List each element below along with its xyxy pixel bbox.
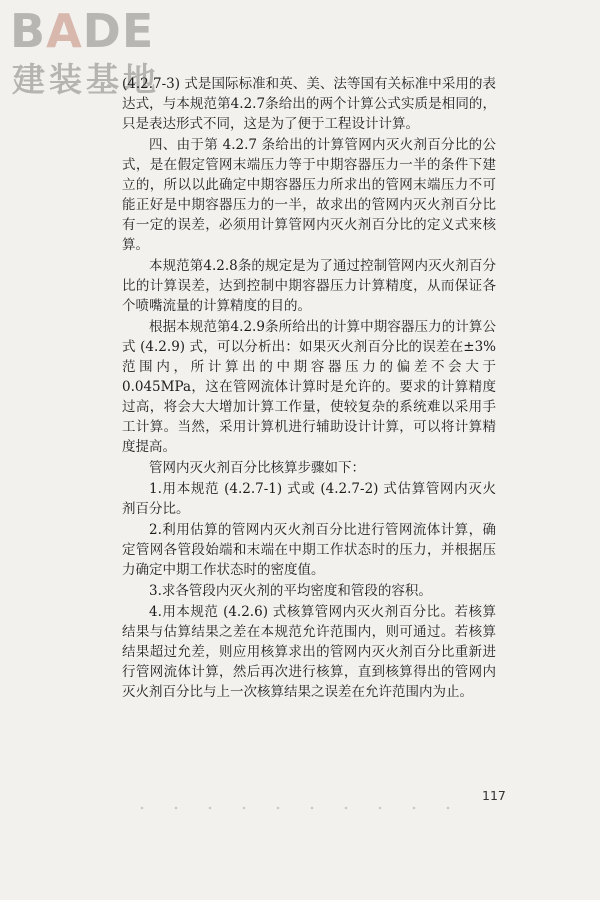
logo-letters-de: DE bbox=[82, 4, 155, 58]
scan-speckle-decoration bbox=[125, 806, 465, 810]
step-item-1: 1.用本规范 (4.2.7-1) 式或 (4.2.7-2) 式估算管网内灭火剂百分比。 bbox=[122, 481, 496, 517]
page-number: 117 bbox=[482, 788, 506, 803]
paragraph-article-429: 根据本规范第4.2.9条所给出的计算中期容器压力的计算公式 (4.2.9) 式，可以分析出：如果灭火剂百分比的误差在±3%范围内，所计算出的中期容器压力的偏差不会大于 0.045MPa，这在管网流体计算时是允许的。要求的计算精度过高，将会大大增加计算工作量，使较复杂的系统难以采用手工计算。当然，采用计算机进行辅助设计计算，可以将计算精度提高。 bbox=[122, 319, 496, 455]
step-item-4: 4.用本规范 (4.2.6) 式核算管网内灭火剂百分比。若核算结果与估算结果之差在本规范允许范围内，则可通过。若核算结果超过允差，则应用核算求出的管网内灭火剂百分比重新进行管网流体计算，然后再次进行核算，直到核算得出的管网内灭火剂百分比与上一次核算结果之误差在允许范围内为止。 bbox=[122, 604, 496, 700]
logo-letter-a: A bbox=[46, 4, 83, 58]
logo-subtitle: 建装基地 bbox=[12, 60, 160, 99]
logo-letter-b: B bbox=[10, 4, 47, 58]
paragraph-formula-note: (4.2.7-3) 式是国际标准和英、美、法等国有关标准中采用的表达式，与本规范第4.2.7条给出的两个计算公式实质是相同的，只是表达形式不同，这是为了便于工程设计计算。 bbox=[122, 76, 496, 132]
logo-wordmark bbox=[10, 6, 154, 56]
paragraph-article-428: 本规范第4.2.8条的规定是为了通过控制管网内灭火剂百分比的计算误差，达到控制中期容器压力计算精度，从而保证各个喷嘴流量的计算精度的目的。 bbox=[122, 258, 496, 314]
step-item-3: 3.求各管段内灭火剂的平均密度和管段的容积。 bbox=[149, 583, 432, 599]
paragraph-section-four: 四、由于第 4.2.7 条给出的计算管网内灭火剂百分比的公式，是在假定管网末端压力等于中期容器压力一半的条件下建立的，所以以此确定中期容器压力所求出的管网末端压力不可能正好是中期容器压力的一半，故求出的管网内灭火剂百分比有一定的误差，必须用计算管网内灭火剂百分比的定义式来核算。 bbox=[122, 137, 496, 253]
page-body bbox=[122, 74, 496, 703]
paragraph-steps-heading: 管网内灭火剂百分比核算步骤如下： bbox=[149, 460, 365, 476]
step-item-2: 2.利用估算的管网内灭火剂百分比进行管网流体计算，确定管网各管段始端和末端在中期工作状态时的压力，并根据压力确定中期工作状态时的密度值。 bbox=[122, 522, 496, 578]
